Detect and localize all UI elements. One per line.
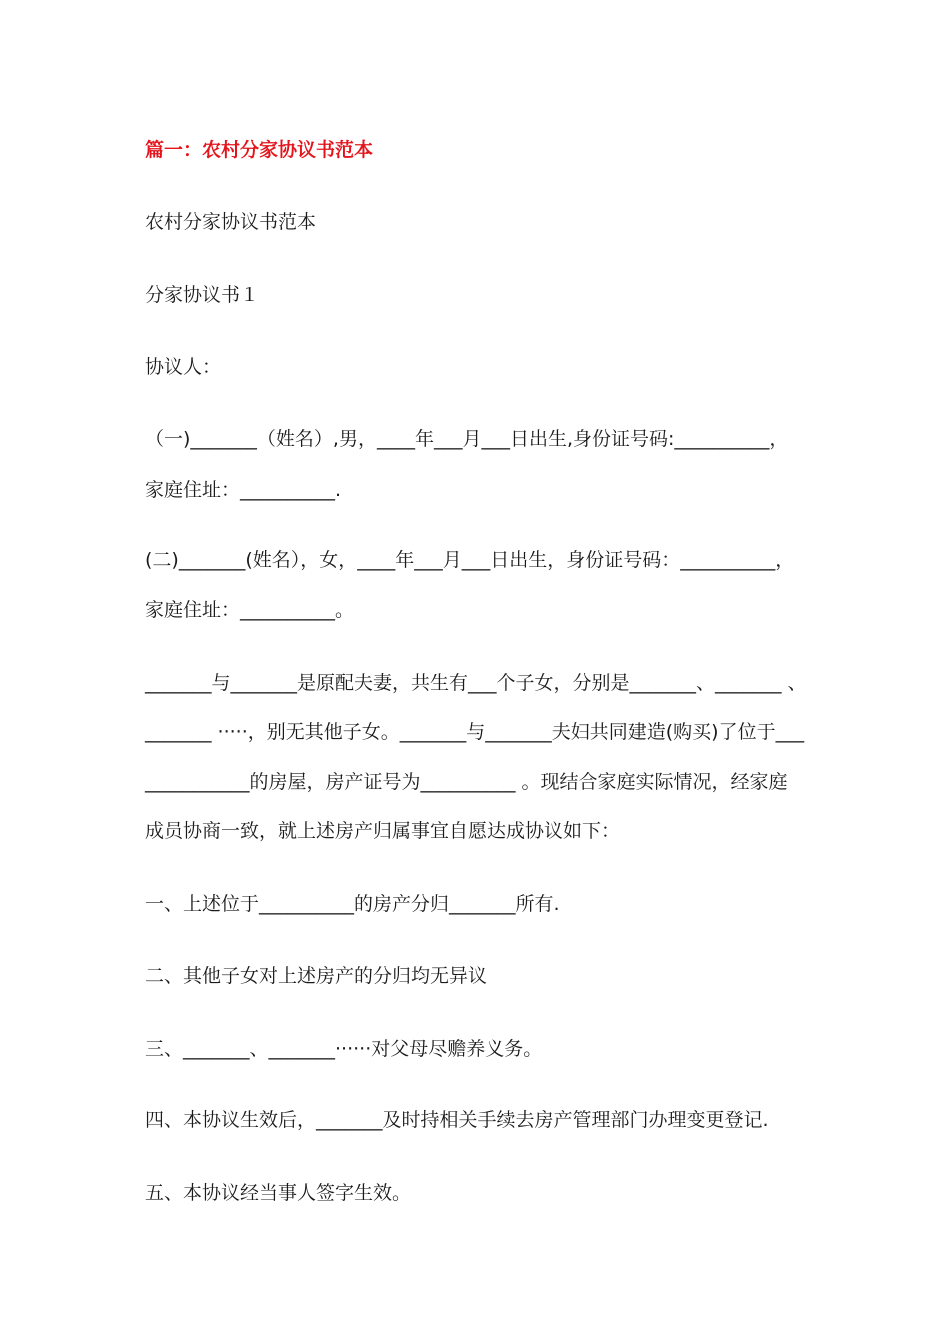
document-heading: 篇一：农村分家协议书范本 [145, 139, 374, 161]
clause-five: 五、本协议经当事人签字生效。 [145, 1182, 412, 1204]
party-two-address: 家庭住址：__________。 [145, 599, 355, 621]
party-one-line: （一)_______（姓名）,男，____年___月___日出生,身份证号码:__________， [145, 428, 789, 450]
clause-four: 四、本协议生效后，_______及时持相关手续去房产管理部门办理变更登记. [145, 1109, 769, 1131]
party-one-address: 家庭住址：__________. [145, 479, 342, 501]
clause-three: 三、_______、_______······对父母尽赡养义务。 [145, 1038, 543, 1060]
party-two-line: (二)_______(姓名），女，____年___月___日出生，身份证号码：__________， [145, 549, 795, 571]
paragraph-line: _______与_______是原配夫妻，共生有___个子女，分别是_______、_______ 、 [145, 672, 807, 694]
agreement-number: 分家协议书１ [145, 284, 260, 306]
clause-one: 一、上述位于__________的房产分归_______所有. [145, 893, 560, 915]
clause-two: 二、其他子女对上述房产的分归均无异议 [145, 965, 488, 987]
document-title: 农村分家协议书范本 [145, 211, 317, 233]
paragraph-line: ___________的房屋，房产证号为__________ 。现结合家庭实际情况，经家庭 [145, 771, 788, 793]
paragraph-line: _______ ·····，别无其他子女。_______与_______夫妇共同建造(购买)了位于___ [145, 721, 805, 743]
paragraph-line: 成员协商一致，就上述房产归属事宜自愿达成协议如下： [145, 820, 621, 842]
parties-label: 协议人： [145, 356, 222, 378]
